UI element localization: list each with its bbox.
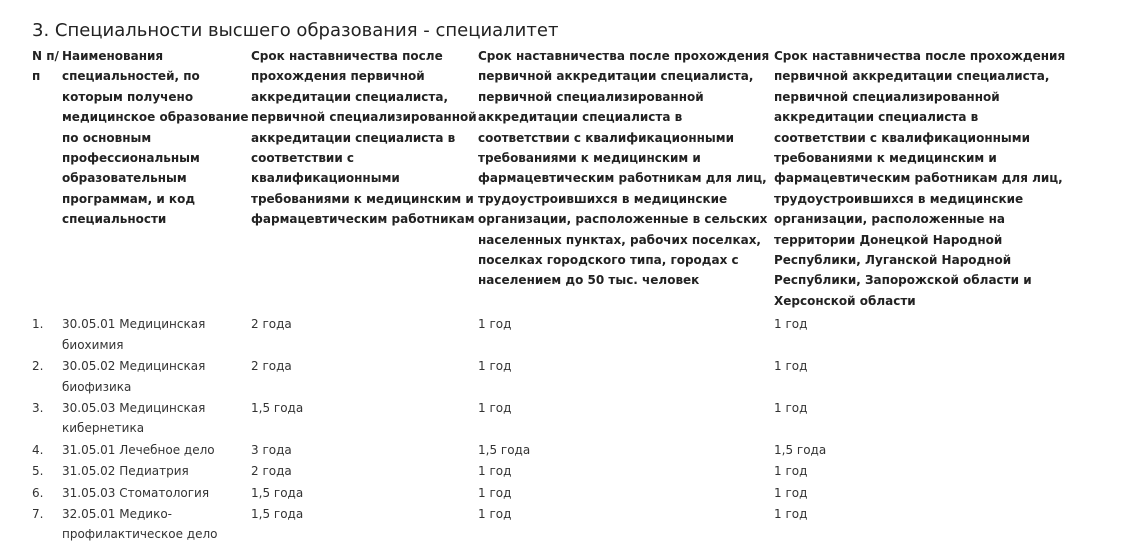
table-row: [32, 398, 1070, 440]
document-page: [32, 18, 1072, 546]
table-row: [32, 314, 1070, 356]
row-number: 2.: [32, 359, 44, 374]
table-row: [32, 461, 1070, 482]
specialty-name: 32.05.01 Медико-профилактическое дело: [62, 506, 218, 542]
mentoring-term: 2 года: [251, 464, 292, 479]
row-number: 3.: [32, 400, 44, 415]
table-row: [32, 483, 1070, 504]
mentoring-term-rural: 1 год: [478, 400, 512, 415]
row-number: 6.: [32, 485, 44, 500]
row-number: 5.: [32, 464, 44, 479]
mentoring-term-new-regions: 1 год: [774, 359, 808, 374]
header-specialty-name: Наименования специальностей, по которым получено медицинское образование по основным профессиональным образовательным программам, и код специальности: [62, 49, 249, 227]
mentoring-term-new-regions: 1 год: [774, 485, 808, 500]
row-number: 4.: [32, 442, 44, 457]
row-number: 1.: [32, 317, 44, 332]
header-mentoring-term-new-regions: Срок наставничества после прохождения первичной аккредитации специалиста, первичной специализированной аккредитации специалиста в соответствии с квалификационными требованиями к медицинским и фармацевтическим работникам для лиц, трудоустроившихся в медицинские организации, расположенные на территории Донецкой Народной Республики, Луганской Народной Республики, Запорожской области и Херсонской области: [774, 49, 1066, 308]
header-number: N п/п: [32, 49, 59, 84]
header-mentoring-term-rural: Срок наставничества после прохождения первичной аккредитации специалиста, первичной специализированной аккредитации специалиста в соответствии с квалификационными требованиями к медицинским и фармацевтическим работникам для лиц, трудоустроившихся в медицинские организации, расположенные в сельских населенных пунктах, рабочих поселках, поселках городского типа, городах с населением до 50 тыс. человек: [478, 49, 770, 288]
mentoring-term-new-regions: 1 год: [774, 317, 808, 332]
mentoring-term-new-regions: 1 год: [774, 400, 808, 415]
mentoring-term: 1,5 года: [251, 400, 304, 415]
specialties-table: [32, 46, 1070, 546]
mentoring-term-rural: 1 год: [478, 464, 512, 479]
mentoring-term-new-regions: 1,5 года: [774, 442, 827, 457]
specialty-name: 30.05.02 Медицинская биофизика: [62, 359, 206, 394]
table-header-row: [32, 46, 1070, 314]
mentoring-term-rural: 1 год: [478, 359, 512, 374]
specialty-name: 31.05.03 Стоматология: [62, 485, 210, 500]
table-row: [32, 356, 1070, 398]
specialty-name: 30.05.03 Медицинская кибернетика: [62, 400, 206, 436]
mentoring-term-rural: 1 год: [478, 485, 512, 500]
mentoring-term-new-regions: 1 год: [774, 506, 808, 521]
mentoring-term: 2 года: [251, 317, 292, 332]
mentoring-term: 2 года: [251, 359, 292, 374]
mentoring-term: 1,5 года: [251, 506, 304, 521]
header-mentoring-term: Срок наставничества после прохождения первичной аккредитации специалиста, первичной специализированной аккредитации специалиста в соответствии с квалификационными требованиями к медицинским и фармацевтическим работникам: [251, 49, 477, 227]
mentoring-term-rural: 1 год: [478, 506, 512, 521]
section-title: 3. Специальности высшего образования - специалитет: [32, 20, 559, 41]
specialty-name: 30.05.01 Медицинская биохимия: [62, 317, 206, 352]
table-row: [32, 504, 1070, 546]
table-row: [32, 440, 1070, 461]
mentoring-term-rural: 1,5 года: [478, 442, 531, 457]
mentoring-term-rural: 1 год: [478, 317, 512, 332]
mentoring-term: 3 года: [251, 442, 292, 457]
specialty-name: 31.05.02 Педиатрия: [62, 464, 189, 479]
mentoring-term: 1,5 года: [251, 485, 304, 500]
mentoring-term-new-regions: 1 год: [774, 464, 808, 479]
specialty-name: 31.05.01 Лечебное дело: [62, 442, 215, 457]
row-number: 7.: [32, 506, 44, 521]
